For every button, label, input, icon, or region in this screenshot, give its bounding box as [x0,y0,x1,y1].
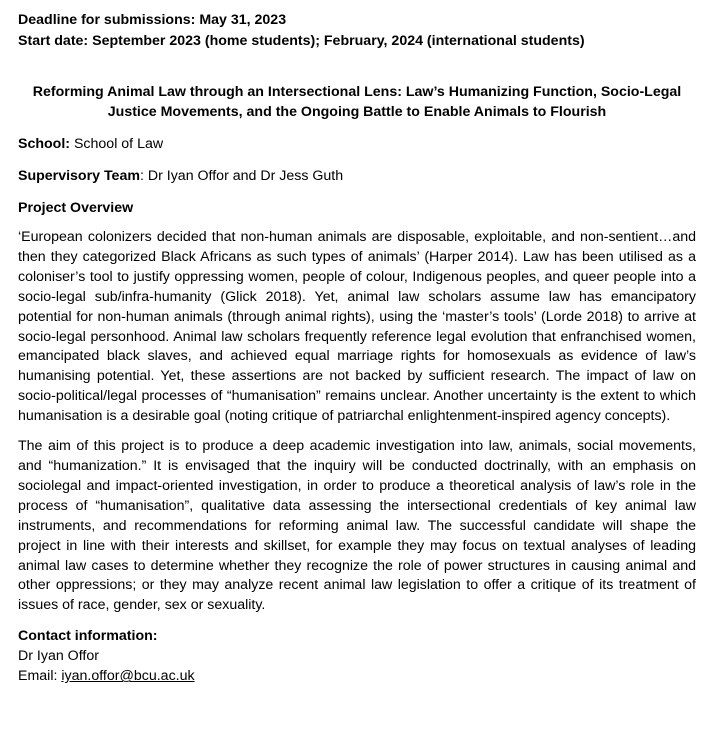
overview-paragraph-1: ‘European colonizers decided that non-human animals are disposable, exploitable, and non-sentient…and then they categorized Black Africans as such types of animals’ (Harper 2014). Law has been utilised as a coloniser’s tool to justify oppressing women, people of colour, Indigenous peoples, and queer people into a socio-legal sub/infra-humanity (Glick 2018). Yet, animal law scholars assume law has emancipatory potential for non-human animals (through animal rights), using the ‘master’s tools’ (Lorde 2018) to arrive at socio-legal personhood. Animal law scholars frequently reference legal evolution that enfranchised women, emancipated black slaves, and achieved equal marriage rights for homosexuals as evidence of law’s humanising potential. Yet, these assertions are not backed by sufficient research. The impact of law on socio-political/legal processes of “humanisation” remains unclear. Another uncertainty is the extent to which humanisation is a desirable goal (noting critique of patriarchal enlightenment-inspired agency concepts). [18,229,696,425]
contact-heading: Contact information: [18,628,158,645]
supervisory-team-label: Supervisory Team [18,168,140,184]
contact-email-line [18,666,696,686]
contact-name: Dr Iyan Offor [18,648,99,665]
school-value: School of Law [70,136,164,152]
school-label: School: [18,136,71,152]
start-date: Start date: September 2023 (home students); February, 2024 (international students) [18,33,585,49]
supervisory-team-field [18,166,696,186]
email-link[interactable]: iyan.offor@bcu.ac.uk [61,668,195,685]
project-overview-heading: Project Overview [18,200,134,216]
email-label: Email: [18,668,62,685]
project-title: Reforming Animal Law through an Intersectional Lens: Law’s Humanizing Function, Socio-Legal Justice Movements, and the Ongoing Battle to Enable Animals to Flourish [32,84,682,120]
supervisory-team-value: : Dr Iyan Offor and Dr Jess Guth [139,168,344,184]
overview-paragraph-2: The aim of this project is to produce a deep academic investigation into law, animals, social movements, and “humanization.” It is envisaged that the inquiry will be conducted doctrinally, with an emphasis on sociolegal and impact-oriented investigation, in order to produce a theoretical analysis of law’s role in the process of “humanisation”, qualitative data assessing the intersectional credentials of key animal law instruments, and recommendations for reforming animal law. The successful candidate will shape the project in line with their interests and skillset, for example they may focus on textual analyses of leading animal law cases to determine whether they recognize the role of power structures in causing animal and other oppressions; or they may analyze recent animal law legislation to offer a critique of its treatment of issues of race, gender, sex or sexuality. [18,438,696,614]
school-field [18,134,696,154]
submission-deadline: Deadline for submissions: May 31, 2023 [18,12,287,28]
